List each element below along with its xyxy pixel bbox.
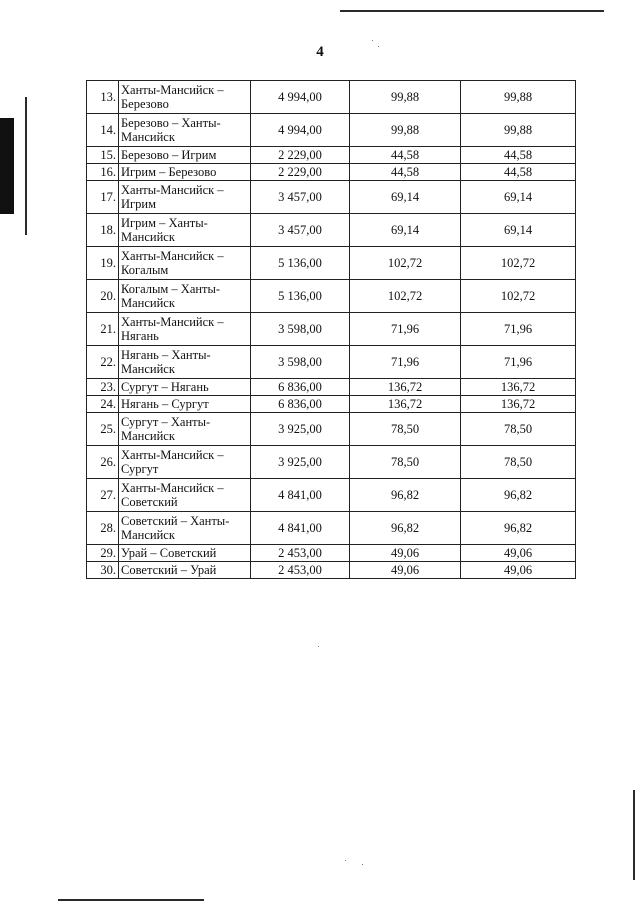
table-row — [87, 181, 576, 214]
table-row — [87, 512, 576, 545]
row-number: 24. — [87, 396, 119, 413]
route-name: Ханты-Мансийск – Советский — [119, 479, 251, 512]
rate-value-2: 102,72 — [461, 280, 576, 313]
distance-value: 4 841,00 — [251, 479, 350, 512]
route-name: Ханты-Мансийск – Сургут — [119, 446, 251, 479]
route-name: Советский – Ханты-Мансийск — [119, 512, 251, 545]
rate-value: 99,88 — [350, 81, 461, 114]
route-name: Березово – Ханты-Мансийск — [119, 114, 251, 147]
distance-value: 5 136,00 — [251, 280, 350, 313]
table-row — [87, 379, 576, 396]
rate-value-2: 78,50 — [461, 413, 576, 446]
table-row — [87, 479, 576, 512]
routes-table-body — [87, 81, 576, 579]
rate-value-2: 96,82 — [461, 479, 576, 512]
table-row — [87, 280, 576, 313]
distance-value: 6 836,00 — [251, 379, 350, 396]
distance-value: 2 453,00 — [251, 562, 350, 579]
table-row — [87, 81, 576, 114]
route-name: Ханты-Мансийск – Березово — [119, 81, 251, 114]
scan-edge-top — [340, 10, 604, 12]
rate-value-2: 44,58 — [461, 164, 576, 181]
route-name: Ханты-Мансийск – Когалым — [119, 247, 251, 280]
route-name: Игрим – Березово — [119, 164, 251, 181]
rate-value: 96,82 — [350, 512, 461, 545]
row-number: 13. — [87, 81, 119, 114]
row-number: 18. — [87, 214, 119, 247]
table-row — [87, 545, 576, 562]
row-number: 27. — [87, 479, 119, 512]
distance-value: 4 994,00 — [251, 114, 350, 147]
page-number: 4 — [316, 44, 324, 60]
rate-value: 96,82 — [350, 479, 461, 512]
row-number: 14. — [87, 114, 119, 147]
rate-value: 71,96 — [350, 313, 461, 346]
rate-value: 44,58 — [350, 164, 461, 181]
distance-value: 2 229,00 — [251, 164, 350, 181]
row-number: 29. — [87, 545, 119, 562]
rate-value: 78,50 — [350, 413, 461, 446]
rate-value-2: 71,96 — [461, 313, 576, 346]
distance-value: 4 994,00 — [251, 81, 350, 114]
route-name: Сургут – Ханты-Мансийск — [119, 413, 251, 446]
rate-value: 44,58 — [350, 147, 461, 164]
rate-value: 78,50 — [350, 446, 461, 479]
rate-value-2: 44,58 — [461, 147, 576, 164]
scan-speck — [318, 646, 319, 647]
table-row — [87, 346, 576, 379]
rate-value-2: 96,82 — [461, 512, 576, 545]
distance-value: 3 598,00 — [251, 313, 350, 346]
rate-value-2: 99,88 — [461, 114, 576, 147]
rate-value: 69,14 — [350, 214, 461, 247]
row-number: 20. — [87, 280, 119, 313]
row-number: 22. — [87, 346, 119, 379]
scan-edge-bottom — [58, 899, 204, 901]
route-name: Игрим – Ханты-Мансийск — [119, 214, 251, 247]
rate-value: 71,96 — [350, 346, 461, 379]
distance-value: 3 457,00 — [251, 181, 350, 214]
table-row — [87, 396, 576, 413]
rate-value-2: 136,72 — [461, 379, 576, 396]
distance-value: 5 136,00 — [251, 247, 350, 280]
table-row — [87, 147, 576, 164]
rate-value-2: 102,72 — [461, 247, 576, 280]
table-row — [87, 446, 576, 479]
distance-value: 3 457,00 — [251, 214, 350, 247]
scan-speck — [372, 40, 373, 41]
table-row — [87, 413, 576, 446]
rate-value-2: 49,06 — [461, 545, 576, 562]
scan-edge-right — [633, 790, 635, 880]
table-row — [87, 562, 576, 579]
row-number: 19. — [87, 247, 119, 280]
row-number: 23. — [87, 379, 119, 396]
rate-value: 102,72 — [350, 247, 461, 280]
rate-value-2: 136,72 — [461, 396, 576, 413]
rate-value-2: 49,06 — [461, 562, 576, 579]
route-name: Советский – Урай — [119, 562, 251, 579]
route-name: Ханты-Мансийск – Нягань — [119, 313, 251, 346]
route-name: Ханты-Мансийск – Игрим — [119, 181, 251, 214]
rate-value: 136,72 — [350, 379, 461, 396]
rate-value: 69,14 — [350, 181, 461, 214]
table-row — [87, 313, 576, 346]
row-number: 16. — [87, 164, 119, 181]
rate-value-2: 99,88 — [461, 81, 576, 114]
route-name: Нягань – Ханты-Мансийск — [119, 346, 251, 379]
row-number: 28. — [87, 512, 119, 545]
rate-value-2: 71,96 — [461, 346, 576, 379]
rate-value-2: 78,50 — [461, 446, 576, 479]
routes-table — [86, 80, 576, 579]
row-number: 15. — [87, 147, 119, 164]
rate-value: 102,72 — [350, 280, 461, 313]
row-number: 21. — [87, 313, 119, 346]
route-name: Сургут – Нягань — [119, 379, 251, 396]
table-row — [87, 114, 576, 147]
route-name: Когалым – Ханты-Мансийск — [119, 280, 251, 313]
distance-value: 3 925,00 — [251, 413, 350, 446]
table-row — [87, 214, 576, 247]
scan-edge-left-line — [25, 97, 27, 235]
distance-value: 4 841,00 — [251, 512, 350, 545]
rate-value-2: 69,14 — [461, 214, 576, 247]
distance-value: 2 453,00 — [251, 545, 350, 562]
distance-value: 3 925,00 — [251, 446, 350, 479]
distance-value: 3 598,00 — [251, 346, 350, 379]
route-name: Урай – Советский — [119, 545, 251, 562]
rate-value: 99,88 — [350, 114, 461, 147]
row-number: 30. — [87, 562, 119, 579]
row-number: 17. — [87, 181, 119, 214]
route-name: Березово – Игрим — [119, 147, 251, 164]
distance-value: 2 229,00 — [251, 147, 350, 164]
rate-value: 49,06 — [350, 545, 461, 562]
table-row — [87, 164, 576, 181]
rate-value-2: 69,14 — [461, 181, 576, 214]
distance-value: 6 836,00 — [251, 396, 350, 413]
route-name: Нягань – Сургут — [119, 396, 251, 413]
row-number: 25. — [87, 413, 119, 446]
scan-speck — [345, 860, 346, 861]
rate-value: 136,72 — [350, 396, 461, 413]
rate-value: 49,06 — [350, 562, 461, 579]
row-number: 26. — [87, 446, 119, 479]
table-row — [87, 247, 576, 280]
scan-edge-left-bar — [0, 118, 14, 214]
scan-speck — [362, 864, 363, 865]
